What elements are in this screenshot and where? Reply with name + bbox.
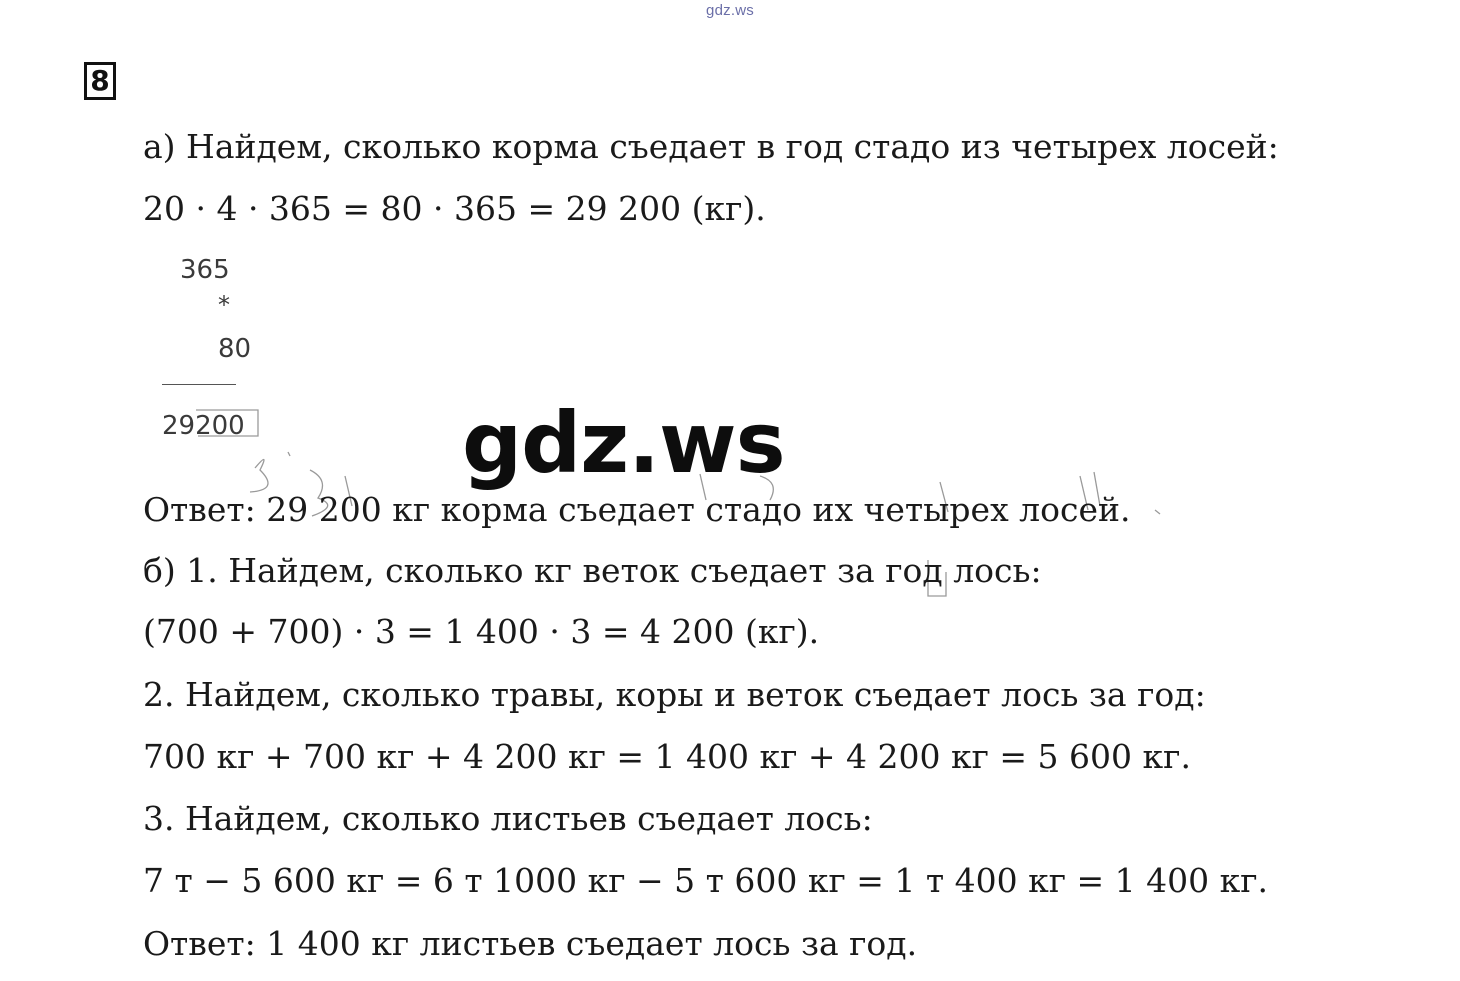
column-calc-multiplier: 80 bbox=[218, 334, 252, 364]
task-number-box: 8 bbox=[84, 62, 116, 100]
part-b-expression2: 700 кг + 700 кг + 4 200 кг = 1 400 кг + 4 200 кг = 5 600 кг. bbox=[143, 737, 1191, 776]
part-b-step3: 3. Найдем, сколько листьев съедает лось: bbox=[143, 799, 873, 838]
top-watermark: gdz.ws bbox=[706, 2, 754, 19]
part-b-answer: Ответ: 1 400 кг листьев съедает лось за год. bbox=[143, 924, 918, 963]
part-a-answer: Ответ: 29 200 кг корма съедает стадо их четырех лосей. bbox=[143, 490, 1131, 529]
column-calc-multiplicand: 365 bbox=[180, 255, 230, 285]
part-b-step1: б) 1. Найдем, сколько кг веток съедает за год лось: bbox=[143, 551, 1042, 590]
part-a-expression: 20 · 4 · 365 = 80 · 365 = 29 200 (кг). bbox=[143, 189, 766, 228]
center-watermark: gdz.ws bbox=[462, 394, 785, 492]
part-a-intro: а) Найдем, сколько корма съедает в год стадо из четырех лосей: bbox=[143, 127, 1279, 166]
part-b-expression3: 7 т − 5 600 кг = 6 т 1000 кг − 5 т 600 кг = 1 т 400 кг = 1 400 кг. bbox=[143, 861, 1268, 900]
column-calc-operator: * bbox=[218, 291, 230, 319]
column-calc-result: 29200 bbox=[162, 411, 245, 441]
part-b-expression1: (700 + 700) · 3 = 1 400 · 3 = 4 200 (кг). bbox=[143, 612, 820, 651]
part-b-step2: 2. Найдем, сколько травы, коры и веток съедает лось за год: bbox=[143, 675, 1206, 714]
